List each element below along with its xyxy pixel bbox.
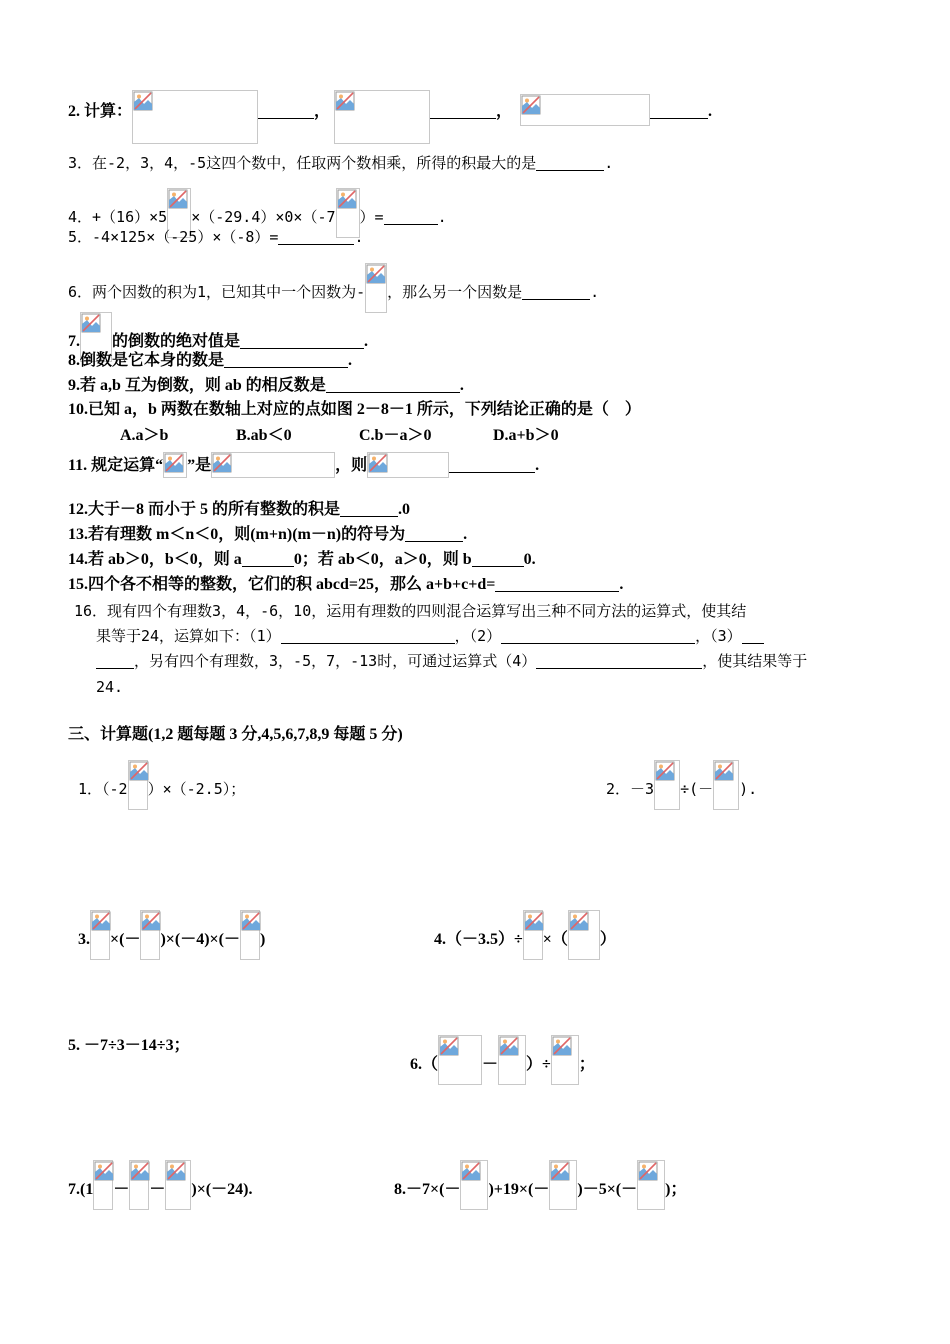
q7-part1: 7. xyxy=(68,333,80,350)
q2-label: 2. 计算： xyxy=(68,103,133,120)
section-3-title xyxy=(68,724,403,746)
broken-image-icon xyxy=(90,910,110,960)
q14-part3: 0. xyxy=(523,551,536,568)
q11-part3: ，则 xyxy=(335,457,368,474)
q11-line xyxy=(68,452,539,478)
q16-text-4: 24. xyxy=(96,678,124,696)
calc-6-part1: 6.（ xyxy=(410,1056,439,1073)
q10-option-b[interactable] xyxy=(236,425,292,447)
broken-image-icon xyxy=(438,1035,482,1085)
answer-blank[interactable] xyxy=(340,500,398,517)
q4-part1: 4．+（16）×5 xyxy=(68,208,168,226)
q7-end: . xyxy=(364,333,369,350)
q2-sep2: ， xyxy=(496,103,513,120)
q16-text-2c: ，（3） xyxy=(695,627,742,645)
q7-part2: 的倒数的绝对值是 xyxy=(112,333,241,350)
q12-end: .0 xyxy=(398,501,411,518)
section-3-title-text: 三、计算题(1,2 题每题 3 分,4,5,6,7,8,9 每题 5 分) xyxy=(68,726,403,743)
q6-part1: 6．两个因数的积为1，已知其中一个因数为- xyxy=(68,283,366,301)
calc-8 xyxy=(394,1160,686,1210)
broken-image-icon xyxy=(551,1035,579,1085)
q10-line xyxy=(68,399,641,421)
answer-blank[interactable] xyxy=(495,575,619,592)
q2-end: . xyxy=(708,103,713,120)
q16-line2 xyxy=(96,625,764,647)
calc-4-part1: 4.（－3.5）÷ xyxy=(434,931,523,948)
broken-image-icon xyxy=(637,1160,665,1210)
q8-text: 8.倒数是它本身的数是 xyxy=(68,352,225,369)
broken-image-icon xyxy=(211,452,335,478)
calc-8-part2: )+19×(－ xyxy=(488,1181,550,1198)
answer-blank[interactable] xyxy=(650,102,708,119)
calc-2-part3: ). xyxy=(739,780,758,798)
q14-part1: 14.若 ab＞0，b＜0，则 a xyxy=(68,551,242,568)
q2-line xyxy=(68,90,712,144)
q12-text: 12.大于－8 而小于 5 的所有整数的积是 xyxy=(68,501,341,518)
q5-line xyxy=(68,226,364,248)
q4-part2: ×（-29.4）×0×（-7 xyxy=(191,208,336,226)
calc-3-part3: )×(－4)×(－ xyxy=(160,931,241,948)
answer-blank[interactable] xyxy=(472,550,524,567)
broken-image-icon xyxy=(498,1035,526,1085)
q14-part2: 0；若 ab＜0，a＞0，则 b xyxy=(293,551,472,568)
q10-option-b-label: B.ab＜0 xyxy=(236,427,292,444)
calc-2 xyxy=(606,760,757,810)
broken-image-icon xyxy=(93,1160,113,1210)
q11-part1: 11. 规定运算“ xyxy=(68,457,164,474)
calc-6-part3: ）÷ xyxy=(526,1056,551,1073)
answer-blank[interactable] xyxy=(326,376,460,393)
calc-1 xyxy=(78,760,245,810)
broken-image-icon xyxy=(163,452,187,478)
q12-line xyxy=(68,499,410,521)
calc-7-part4: )×(－24). xyxy=(191,1181,253,1198)
q15-text: 15.四个各不相等的整数，它们的积 abcd=25，那么 a+b+c+d= xyxy=(68,576,496,593)
answer-blank[interactable] xyxy=(742,627,764,644)
calc-5 xyxy=(68,1035,190,1057)
q5-end: . xyxy=(354,228,364,246)
calc-6 xyxy=(410,1035,595,1085)
answer-blank[interactable] xyxy=(501,627,695,644)
q2-sep1: ， xyxy=(314,103,331,120)
q15-line xyxy=(68,574,623,596)
q10-option-c[interactable] xyxy=(359,425,431,447)
broken-image-icon xyxy=(523,910,543,960)
calc-8-part4: )； xyxy=(665,1181,687,1198)
q5-text: 5．-4×125×（-25）×（-8）= xyxy=(68,228,279,246)
calc-1-part2: ）×（-2.5）； xyxy=(147,780,246,798)
calc-6-part2: － xyxy=(482,1056,499,1073)
broken-image-icon xyxy=(367,452,449,478)
broken-image-icon xyxy=(334,90,430,144)
calc-3 xyxy=(78,910,265,960)
calc-7 xyxy=(68,1160,252,1210)
broken-image-icon xyxy=(132,90,258,144)
q16-line3 xyxy=(96,650,807,672)
q13-end: . xyxy=(463,526,468,543)
q3-text: 3．在-2，3，4，-5这四个数中，任取两个数相乘，所得的积最大的是 xyxy=(68,154,537,172)
broken-image-icon xyxy=(520,94,650,126)
q4-end: . xyxy=(437,208,447,226)
q10-text: 10.已知 a，b 两数在数轴上对应的点如图 2－8－1 所示，下列结论正确的是（ ） xyxy=(68,401,641,418)
q6-end: . xyxy=(590,283,600,301)
answer-blank[interactable] xyxy=(430,102,496,119)
broken-image-icon xyxy=(165,1160,191,1210)
broken-image-icon xyxy=(365,263,387,313)
calc-7-part3: － xyxy=(149,1181,166,1198)
calc-4 xyxy=(434,910,616,960)
q10-option-a-label: A.a＞b xyxy=(120,427,169,444)
q10-option-c-label: C.b－a＞0 xyxy=(359,427,432,444)
calc-5-text: 5. －7÷3－14÷3； xyxy=(68,1037,190,1054)
broken-image-icon xyxy=(140,910,160,960)
calc-8-part1: 8.－7×(－ xyxy=(394,1181,461,1198)
q10-option-a[interactable] xyxy=(120,425,168,447)
q11-end: . xyxy=(535,457,540,474)
q8-line xyxy=(68,350,352,372)
q14-line xyxy=(68,549,536,571)
answer-blank[interactable] xyxy=(96,652,134,669)
calc-4-part3: ） xyxy=(599,931,616,948)
calc-7-part1: 7.(1 xyxy=(68,1181,94,1198)
q10-option-d-label: D.a+b＞0 xyxy=(493,427,559,444)
answer-blank[interactable] xyxy=(384,208,438,225)
q10-option-d[interactable] xyxy=(493,425,559,447)
q8-end: . xyxy=(348,352,353,369)
broken-image-icon xyxy=(654,760,680,810)
answer-blank[interactable] xyxy=(224,351,348,368)
q16-text-2a: 果等于24，运算如下：（1） xyxy=(96,627,281,645)
broken-image-icon xyxy=(129,1160,149,1210)
broken-image-icon xyxy=(549,1160,577,1210)
calc-3-part2: ×(－ xyxy=(110,931,141,948)
calc-1-part1: 1．（-2 xyxy=(78,780,128,798)
q13-text: 13.若有理数 m＜n＜0，则(m+n)(m－n)的符号为 xyxy=(68,526,406,543)
calc-7-part2: － xyxy=(113,1181,130,1198)
calc-2-part1: 2．－3 xyxy=(606,780,655,798)
q3-line xyxy=(68,152,613,174)
calc-3-part4: ) xyxy=(260,931,266,948)
answer-blank[interactable] xyxy=(522,283,590,300)
answer-blank[interactable] xyxy=(278,228,354,245)
q13-line xyxy=(68,524,467,546)
q11-part2: ”是 xyxy=(187,457,212,474)
q4-part3: ）= xyxy=(359,208,384,226)
answer-blank[interactable] xyxy=(405,525,463,542)
calc-6-part4: ； xyxy=(578,1056,595,1073)
q16-line1 xyxy=(74,600,746,622)
broken-image-icon xyxy=(240,910,260,960)
q16-text-3b: ，使其结果等于 xyxy=(702,652,808,670)
q3-end: . xyxy=(604,154,614,172)
q16-text-3a: ，另有四个有理数，3，-5，7，-13时，可通过运算式（4） xyxy=(134,652,537,670)
q16-text-1: 16．现有四个有理数3，4，-6，10，运用有理数的四则混合运算写出三种不同方法的运算式，使其结 xyxy=(74,602,747,620)
calc-4-part2: ×（ xyxy=(542,931,568,948)
answer-blank[interactable] xyxy=(240,332,364,349)
answer-blank[interactable] xyxy=(281,627,455,644)
answer-blank[interactable] xyxy=(449,456,535,473)
q16-line4 xyxy=(96,676,123,698)
broken-image-icon xyxy=(713,760,739,810)
broken-image-icon xyxy=(460,1160,488,1210)
answer-blank[interactable] xyxy=(242,550,294,567)
broken-image-icon xyxy=(128,760,148,810)
broken-image-icon xyxy=(568,910,600,960)
answer-blank[interactable] xyxy=(536,154,604,171)
q15-end: . xyxy=(619,576,624,593)
q9-end: . xyxy=(459,377,464,394)
q16-text-2b: ，（2） xyxy=(454,627,502,645)
q6-line xyxy=(68,263,599,313)
q9-line xyxy=(68,375,464,397)
q9-text: 9.若 a,b 互为倒数，则 ab 的相反数是 xyxy=(68,377,326,394)
calc-3-part1: 3. xyxy=(78,931,90,948)
calc-2-part2: ÷(－ xyxy=(680,780,714,798)
answer-blank[interactable] xyxy=(258,102,314,119)
answer-blank[interactable] xyxy=(536,652,702,669)
calc-8-part3: )－5×(－ xyxy=(577,1181,638,1198)
q6-part2: ，那么另一个因数是 xyxy=(387,283,523,301)
